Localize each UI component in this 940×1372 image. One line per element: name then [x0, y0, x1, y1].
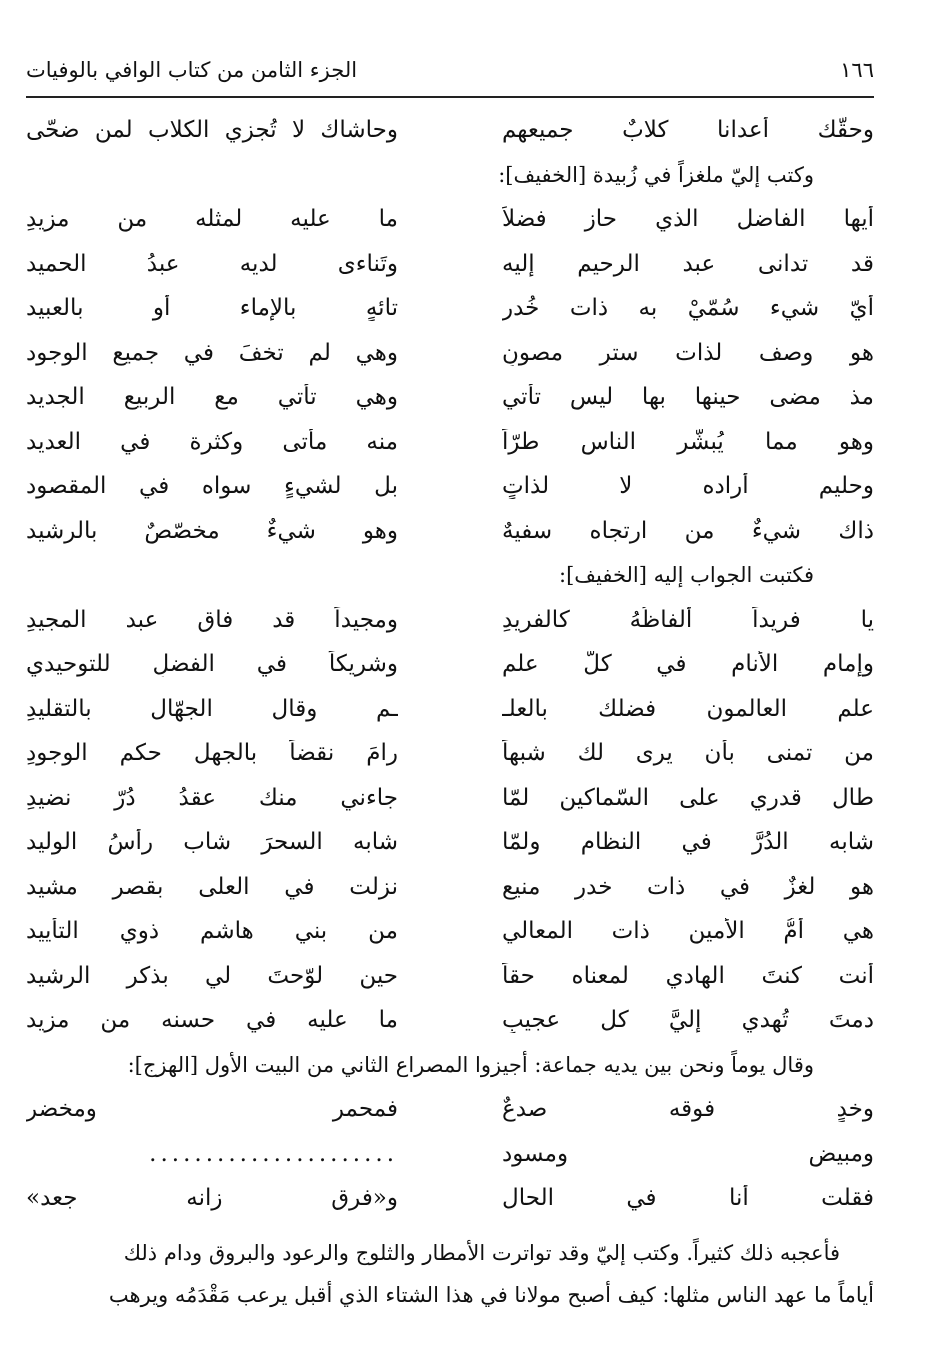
verse-second-hemistich: شابه السحرَ شاب رأسُ الوليد [26, 829, 398, 856]
verse-first-hemistich: هو لغزٌ في ذات خدرٍ منيع [502, 873, 874, 900]
prose-line: وكتب إليّ ملغزاً في زُبيدة [الخفيف]: [498, 162, 814, 187]
verse-second-hemistich: منه مأتى وكثرة في العديد [26, 428, 398, 455]
verse-first-hemistich: هو وصف لذات سترٍ مصونٍ [502, 339, 874, 366]
verse-first-hemistich: وحليم أراده لا لذاتٍ [502, 473, 874, 500]
verse-line [26, 776, 874, 821]
verse-second-hemistich: وهو شيءٌ مخصّصٌ بالرشيد [26, 517, 398, 544]
verse-first-hemistich: وإمام الأنام في كلّ علم [502, 651, 874, 678]
verse-second-hemistich: رامَ نقضاً بالجهل حكم الوجودِ [26, 740, 398, 767]
verse-line [26, 108, 874, 153]
verse-line [26, 820, 874, 865]
verse-line [26, 598, 874, 643]
verse-line [26, 286, 874, 331]
verse-first-hemistich: وخدٍ فوقه صدعٌ [502, 1096, 874, 1123]
verse-second-hemistich: جاءني منك عقدُ دُرّ نضيدِ [26, 784, 398, 811]
verse-line [26, 731, 874, 776]
verse-first-hemistich: قد تدانى عبد الرحيم إليه [502, 250, 874, 277]
verse-second-hemistich: ـم وقال الجهّال بالتقليدِ [26, 695, 398, 722]
verse-second-hemistich: ما عليه في حسنه من مزيد [26, 1007, 398, 1034]
page-body [26, 108, 874, 1221]
prose-line: وقال يوماً ونحن بين يديه جماعة: أجيزوا المصراع الثاني من البيت الأول [الهزج]: [127, 1052, 814, 1077]
verse-first-hemistich: وهو مما يُبشّر الناس طرّاً [502, 428, 874, 455]
verse-line [26, 331, 874, 376]
verse-line [26, 642, 874, 687]
verse-line [26, 998, 874, 1043]
verse-first-hemistich: هي أمُّ الأمين ذات المعالي [502, 918, 874, 945]
verse-second-hemistich: و«فرق زانه جعد» [26, 1185, 398, 1212]
verse-line [26, 1176, 874, 1221]
verse-first-hemistich: أنت كنتَ الهادي لمعناه حقاً [502, 962, 874, 989]
verse-first-hemistich: أيها الفاضل الذي حاز فضلاً [502, 206, 874, 233]
verse-line [26, 1087, 874, 1132]
verse-line [26, 687, 874, 732]
verse-second-hemistich: ما عليه لمثله من مزيدِ [26, 206, 398, 233]
verse-second-hemistich: وشريكاً في الفضلِ للتوحيدي [26, 651, 398, 678]
verse-line [26, 242, 874, 287]
verse-second-hemistich: بل لشيءٍ سواه في المقصود [26, 473, 398, 500]
prose-line: فكتبت الجواب إليه [الخفيف]: [559, 563, 814, 587]
verse-first-hemistich: أيّ شيء سُمّيْ به ذات خُدر [502, 295, 874, 322]
verse-first-hemistich: وحقّك أعدانا كلابٌ جميعهم [502, 117, 874, 144]
verse-second-hemistich: ...................... [149, 1140, 398, 1167]
verse-line [26, 954, 874, 999]
verse-line [26, 464, 874, 509]
verse-second-hemistich: نزلت في العلى بقصر مشيد [26, 873, 398, 900]
page-number: ١٦٦ [840, 58, 874, 82]
closing-paragraph [26, 1232, 874, 1316]
verse-second-hemistich: حين لوّحتَ لي بذكرِ الرشيد [26, 962, 398, 989]
verse-second-hemistich: وهي لم تخفَ في جميع الوجود [26, 339, 398, 366]
verse-first-hemistich: مذ مضى حينها بها ليس تأتي [502, 384, 874, 411]
verse-second-hemistich: وتَناءى لديه عبدُ الحميد [26, 250, 398, 277]
verse-first-hemistich: ذاك شيءٌ من ارتجاه سفيهٌ [502, 517, 874, 544]
verse-second-hemistich: فمحمر ومخضر [26, 1096, 398, 1123]
verse-second-hemistich: تائهٍ بالإماء أو بالعبيد [26, 295, 398, 322]
verse-line [26, 197, 874, 242]
verse-line [26, 1132, 874, 1177]
verse-first-hemistich: طال قدري على السّماكين لمّا [502, 784, 874, 811]
verse-second-hemistich: ومجيداً قد فاق عبد المجيدِ [26, 606, 398, 633]
verse-first-hemistich: دمتَ تُهدي إليَّ كل عجيبٍ [502, 1007, 874, 1034]
verse-first-hemistich: ومبيض ومسود [502, 1140, 874, 1167]
verse-first-hemistich: يا فريداً ألفاظُهُ كالفريدِ [502, 606, 874, 633]
verse-first-hemistich: من تمنى بأن يرى لك شبهاً [502, 740, 874, 767]
running-title: الجزء الثامن من كتاب الوافي بالوفيات [26, 58, 358, 82]
verse-line [26, 865, 874, 910]
running-header [26, 44, 874, 98]
verse-first-hemistich: شابه الدُرَّ في النظام ولمّا [502, 829, 874, 856]
verse-first-hemistich: علم العالمون فضلك بالعلـ [502, 695, 874, 722]
verse-line [26, 509, 874, 554]
verse-line [26, 909, 874, 954]
verse-first-hemistich: فقلت أنا في الحال [502, 1185, 874, 1212]
verse-line [26, 375, 874, 420]
closing-line: أياماً ما عهد الناس مثلها: كيف أصبح مولانا في هذا الشتاء الذي أقبل يرعب مَقْدَمُه ويرهب [108, 1283, 874, 1307]
closing-line: فأعجبه ذلك كثيراً. وكتب إليّ وقد تواترت الأمطار والثلوج والرعود والبروق ودام ذلك [123, 1241, 840, 1265]
verse-second-hemistich: من بني هاشم ذوي التأييد [26, 918, 398, 945]
verse-line [26, 420, 874, 465]
verse-second-hemistich: وهي تأتي مع الربيع الجديد [26, 384, 398, 411]
verse-second-hemistich: وحاشاك لا تُجزي الكلاب لمن ضحّى [26, 117, 398, 144]
